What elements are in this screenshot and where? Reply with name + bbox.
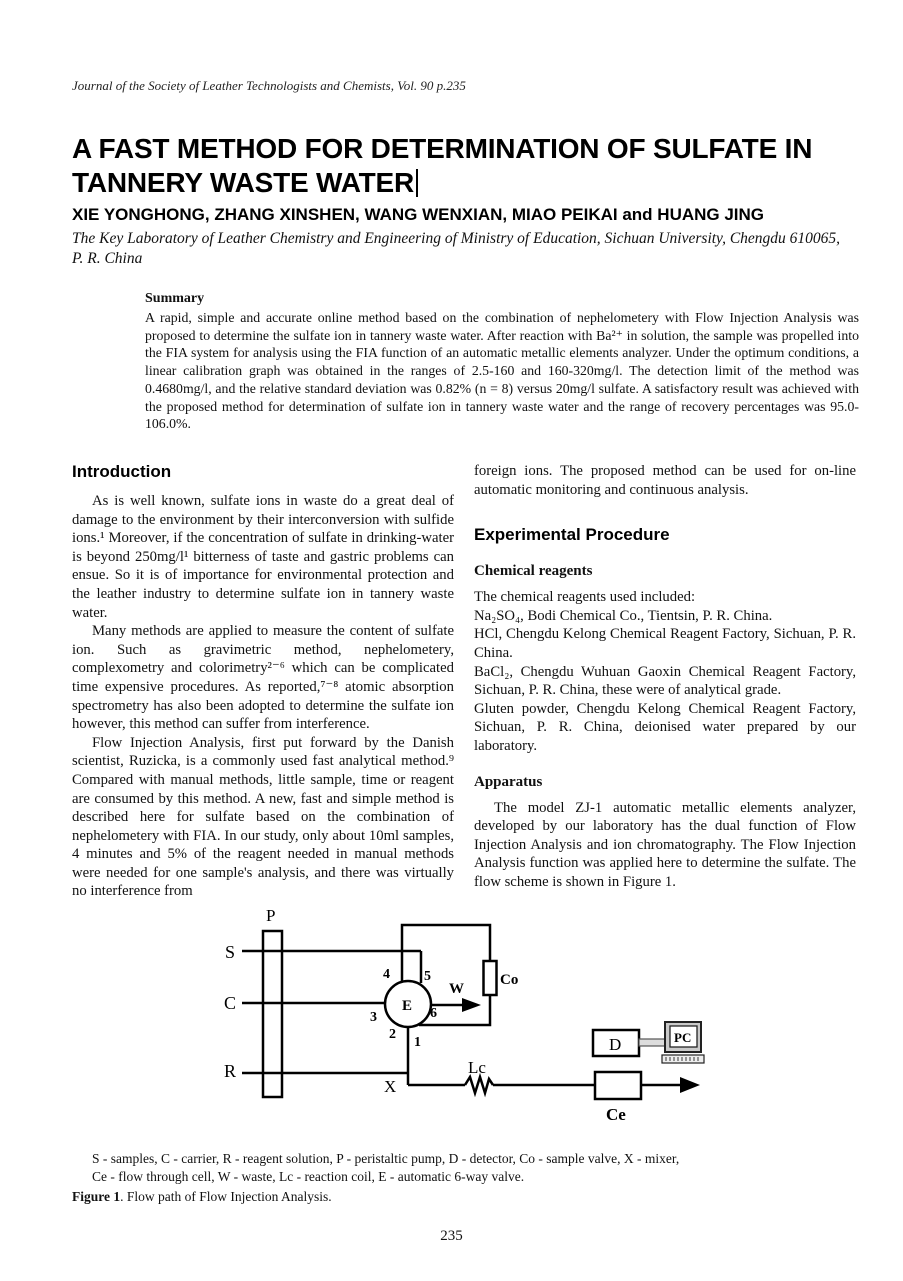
valve-port-4: 4 bbox=[383, 967, 390, 982]
pc-label: PC bbox=[674, 1030, 692, 1045]
figure-legend-line-1: S - samples, C - carrier, R - reagent solution, P - peristaltic pump, D - detector, Co - sample valve, X - mixer, bbox=[92, 1151, 680, 1166]
experimental-heading: Experimental Procedure bbox=[474, 525, 670, 545]
valve-port-6: 6 bbox=[430, 1006, 437, 1021]
valve-label: E bbox=[402, 998, 413, 1014]
reagent-item-2: HCl, Chengdu Kelong Chemical Reagent Factory, Sichuan, P. R. China. bbox=[474, 626, 856, 661]
apparatus-heading: Apparatus bbox=[474, 773, 543, 790]
introduction-heading: Introduction bbox=[72, 462, 172, 481]
page-title bbox=[72, 132, 872, 200]
figure-1-flow-diagram bbox=[218, 903, 728, 1143]
waste-label: W bbox=[449, 981, 464, 997]
affiliation: The Key Laboratory of Leather Chemistry and Engineering of Ministry of Education, Sichuan University, Chengdu 610065, P. R. China bbox=[72, 230, 841, 267]
two-column-body bbox=[72, 462, 856, 901]
valve-port-3: 3 bbox=[370, 1010, 377, 1025]
outlet-arrowhead bbox=[680, 1077, 700, 1093]
summary-section bbox=[145, 291, 859, 433]
figure-number-line bbox=[72, 1188, 856, 1206]
detector-pc-cable bbox=[639, 1039, 665, 1046]
flow-cell-label: Ce bbox=[606, 1105, 626, 1124]
reaction-coil-label: Lc bbox=[468, 1058, 486, 1077]
column-right bbox=[474, 462, 856, 901]
introduction-paragraph-3: Flow Injection Analysis, first put forward by the Danish scientist, Ruzicka, is a commonly used fast analytical method.⁹ Compared with manual methods, little sample, time or reagent are consumed by this method. A new, fast and simple method is described here for sulfate based on the combination of nephelometery with FIA. In our study, only about 10ml samples, 4 minutes and 5% of the reagent needed in manual methods were needed for one sample's analysis, and there was virtually no interference from bbox=[72, 734, 454, 900]
figure-caption bbox=[72, 1150, 856, 1206]
reagent-label: R bbox=[224, 1061, 237, 1081]
reagents-intro: The chemical reagents used included: bbox=[474, 589, 696, 606]
reaction-coil bbox=[465, 1077, 493, 1093]
page-number: 235 bbox=[440, 1228, 463, 1244]
valve-port-1: 1 bbox=[414, 1035, 421, 1050]
reagent-item-4: Gluten powder, Chengdu Kelong Chemical Reagent Factory, Sichuan, P. R. China, deionised water prepared by our laboratory. bbox=[474, 700, 856, 754]
carrier-label: C bbox=[224, 993, 237, 1013]
summary-body: A rapid, simple and accurate online method based on the combination of nephelometery with Flow Injection Analysis was proposed to determine the sulfate ion in tannery waste water. After reaction with Ba²⁺ in solution, the sample was propelled into the FIA system for analysis using the FIA function of an automatic metallic elements analyzer. Under the optimum conditions, a linear calibration graph was obtained in the ranges of 2.5-160 and 160-320mg/l. The detection limit of the method was 0.4680mg/l, and the relative standard deviation was 0.82% (n = 8) versus 20mg/l sulfate. A satisfactory result was achieved with the proposed method for determination of sulfate ion in tannery waste water and the range of recovery percentages was 95.0-106.0%. bbox=[145, 310, 859, 432]
title-line-2: TANNERY WASTE WATER bbox=[72, 167, 415, 198]
waste-arrowhead bbox=[462, 998, 481, 1012]
figure-number-label: Figure 1 bbox=[72, 1189, 121, 1204]
mixer-label: X bbox=[384, 1077, 397, 1096]
introduction-paragraph-2: Many methods are applied to measure the content of sulfate ion. Such as gravimetric method, nephelometery, complexometry and colorimetry²⁻⁶ which can be complicated time expensive procedures. As reported,⁷⁻⁸ atomic absorption spectrometry has also been adopted to determine the sulfate ion however, this method can suffer from interference. bbox=[72, 623, 454, 733]
sample-valve-label: Co bbox=[500, 972, 519, 988]
column-left bbox=[72, 462, 454, 901]
samples-label: S bbox=[225, 942, 236, 962]
reagent-item-1: Na₂SO₄, Bodi Chemical Co., Tientsin, P. R. China. bbox=[474, 607, 773, 624]
sample-valve-box bbox=[484, 961, 497, 995]
reagent-item-3: BaCl₂, Chengdu Wuhuan Gaoxin Chemical Reagent Factory, Sichuan, P. R. China, these were of analytical grade. bbox=[474, 663, 856, 699]
chemical-reagents-heading: Chemical reagents bbox=[474, 563, 593, 580]
flow-cell-box bbox=[595, 1072, 641, 1099]
introduction-continuation: foreign ions. The proposed method can be used for on-line automatic monitoring and continuous analysis. bbox=[474, 463, 856, 498]
title-line-1: A FAST METHOD FOR DETERMINATION OF SULFATE IN bbox=[72, 133, 813, 164]
detector-label: D bbox=[609, 1035, 622, 1054]
text-cursor bbox=[416, 169, 418, 197]
apparatus-paragraph: The model ZJ-1 automatic metallic elements analyzer, developed by our laboratory has the dual function of Flow Injection Analysis and ion chromatography. The Flow Injection Analysis function was applied here to determine the sulfate. The flow scheme is shown in Figure 1. bbox=[474, 799, 856, 890]
valve-port-5: 5 bbox=[424, 969, 431, 984]
summary-heading: Summary bbox=[145, 291, 205, 306]
authors-line: XIE YONGHONG, ZHANG XINSHEN, WANG WENXIAN, MIAO PEIKAI and HUANG JING bbox=[72, 205, 765, 224]
introduction-paragraph-1: As is well known, sulfate ions in waste do a great deal of damage to the environment by their interconversion with sulfide ions.¹ Moreover, if the concentration of sulfate in drinking-water is beyond 250mg/l¹ bitterness of taste and gastric problems can ensue. So it is of importance for environmental protection and the leather industry to determine sulfate ion in tannery waste water. bbox=[72, 493, 454, 621]
pc-icon bbox=[662, 1022, 704, 1063]
journal-header-line: Journal of the Society of Leather Technologists and Chemists, Vol. 90 p.235 bbox=[72, 78, 466, 93]
figure-legend-line-2: Ce - flow through cell, W - waste, Lc - reaction coil, E - automatic 6-way valve. bbox=[92, 1169, 525, 1184]
figure-title: . Flow path of Flow Injection Analysis. bbox=[120, 1189, 332, 1204]
pump-label: P bbox=[266, 906, 276, 925]
valve-port-2: 2 bbox=[389, 1027, 396, 1042]
